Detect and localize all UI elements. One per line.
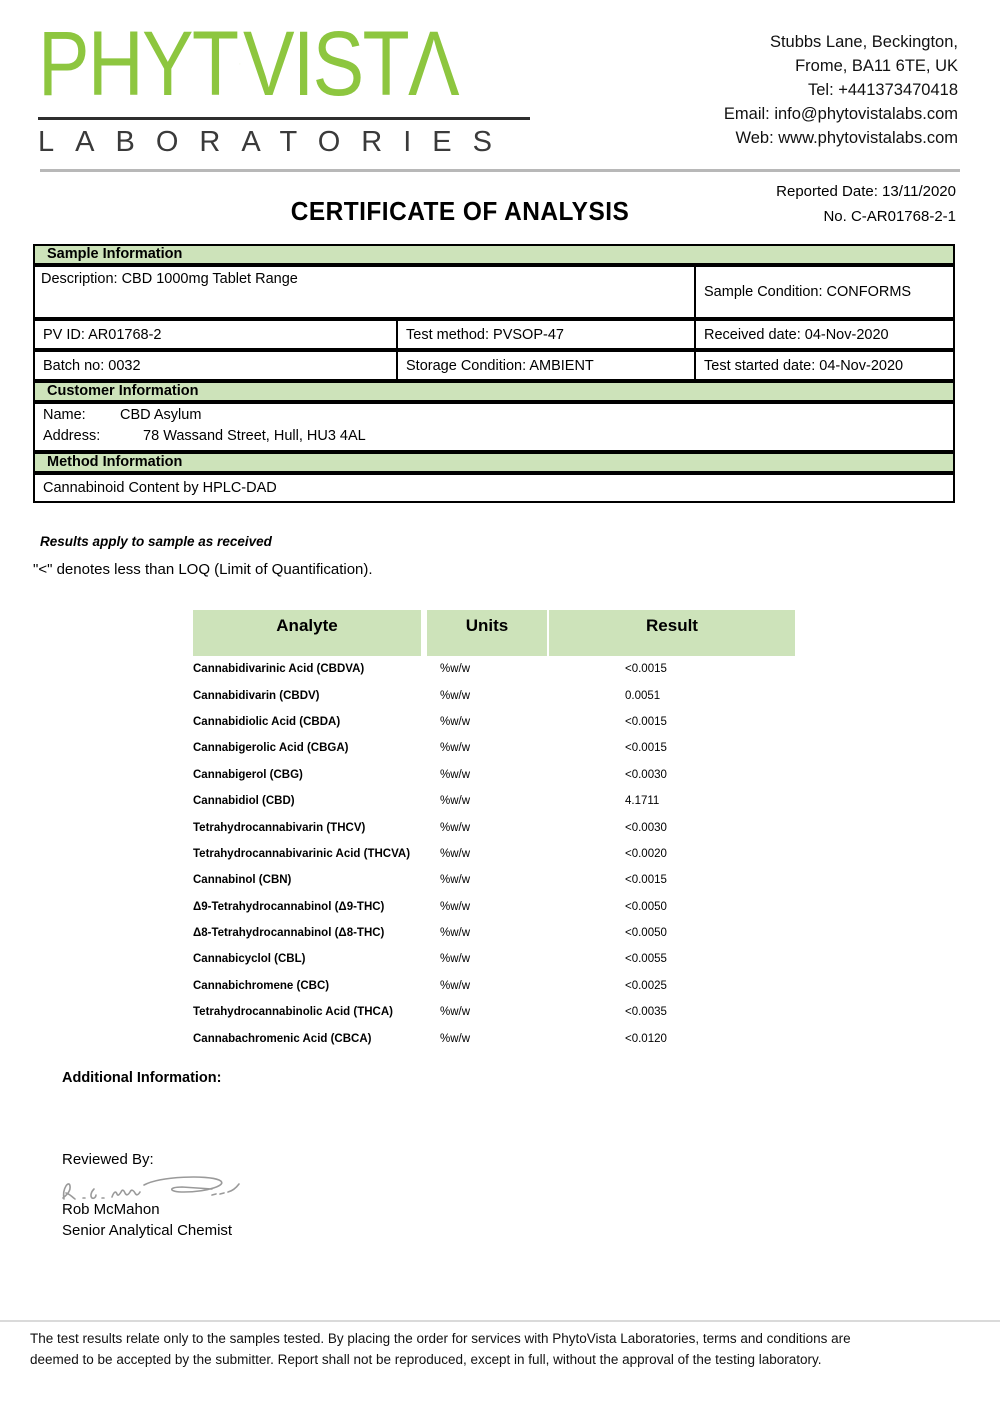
company-contact-block (724, 30, 958, 150)
table-row (193, 762, 795, 788)
customer-details (33, 402, 955, 452)
analyte-name: Cannabachromenic Acid (CBCA) (193, 1032, 372, 1045)
table-row (193, 735, 795, 761)
customer-name-label: Name: (43, 407, 86, 423)
analyte-name: Δ8-Tetrahydrocannabinol (Δ8-THC) (193, 927, 385, 940)
logo-text-part2: VIST (243, 12, 409, 115)
analyte-result: 0.0051 (625, 689, 661, 702)
reviewed-by-label: Reviewed By: (62, 1151, 154, 1168)
analyte-result: <0.0015 (625, 742, 667, 755)
table-row (193, 682, 795, 708)
logo-subtext: LABORATORIES (38, 126, 513, 158)
analyte-result: <0.0050 (625, 927, 667, 940)
analyte-units: %w/w (440, 821, 471, 834)
customer-name-value: CBD Asylum (120, 407, 202, 423)
analyte-name: Δ9-Tetrahydrocannabinol (Δ9-THC) (193, 900, 385, 913)
analyte-result: <0.0030 (625, 768, 667, 781)
sample-condition: Sample Condition: CONFORMS (704, 284, 912, 300)
report-number: No. C-AR01768-2-1 (823, 208, 956, 225)
table-row (193, 814, 795, 840)
reported-date: Reported Date: 13/11/2020 (776, 183, 956, 200)
customer-address-line (43, 428, 945, 444)
customer-information-header: Customer Information (33, 381, 955, 402)
footer-disclaimer (30, 1328, 910, 1370)
analyte-result: <0.0015 (625, 663, 667, 676)
table-row (193, 709, 795, 735)
reviewer-title: Senior Analytical Chemist (62, 1222, 233, 1239)
footer-line-2: deemed to be accepted by the submitter. Report shall not be reproduced, except in full, without the approval of the testing laboratory. (30, 1352, 822, 1367)
table-row (193, 788, 795, 814)
logo-wordmark (38, 12, 458, 115)
table-row (193, 867, 795, 893)
analyte-result: <0.0055 (625, 953, 667, 966)
analyte-units: %w/w (440, 795, 471, 808)
leaf-icon (240, 18, 241, 110)
analyte-units: %w/w (440, 900, 471, 913)
sample-description-row (33, 265, 955, 319)
logo-divider (38, 117, 530, 120)
analyte-result: <0.0015 (625, 715, 667, 728)
customer-address-label: Address: (43, 428, 101, 444)
header-divider (40, 169, 960, 172)
analyte-units: %w/w (440, 689, 471, 702)
address-line: Stubbs Lane, Beckington, (769, 33, 958, 51)
analyte-name: Cannabidiol (CBD) (193, 795, 295, 808)
table-row (193, 946, 795, 972)
analyte-units: %w/w (440, 847, 471, 860)
column-header-analyte: Analyte (193, 610, 421, 656)
results-note: Results apply to sample as received (40, 534, 272, 549)
analyte-result: <0.0020 (625, 847, 667, 860)
sample-description: Description: CBD 1000mg Tablet Range (35, 267, 696, 317)
analyte-units: %w/w (440, 979, 471, 992)
sample-row-1 (33, 319, 955, 350)
additional-information-label: Additional Information: (62, 1070, 222, 1086)
footer-line-1: The test results relate only to the samples tested. By placing the order for services with PhytoVista Laboratories, terms and conditions are (30, 1331, 851, 1346)
analyte-units: %w/w (440, 1006, 471, 1019)
analyte-name: Cannabidivarinic Acid (CBDVA) (193, 663, 365, 676)
web-line: Web: www.phytovistalabs.com (735, 129, 958, 147)
customer-address-value: 78 Wassand Street, Hull, HU3 4AL (143, 428, 366, 444)
table-row (193, 656, 795, 682)
analyte-name: Tetrahydrocannabivarin (THCV) (193, 821, 366, 834)
analyte-name: Cannabidiolic Acid (CBDA) (193, 715, 341, 728)
pv-id: PV ID: AR01768-2 (35, 321, 398, 348)
analyte-units: %w/w (440, 927, 471, 940)
document-title: CERTIFICATE OF ANALYSIS (290, 196, 630, 226)
analyte-name: Cannabichromene (CBC) (193, 979, 330, 992)
loq-note: "<" denotes less than LOQ (Limit of Quantification). (33, 561, 373, 578)
analyte-name: Cannabicyclol (CBL) (193, 953, 306, 966)
sample-information-header: Sample Information (33, 244, 955, 265)
analyte-name: Tetrahydrocannabivarinic Acid (THCVA) (193, 847, 411, 860)
analyte-units: %w/w (440, 953, 471, 966)
table-row (193, 1025, 795, 1051)
analyte-units: %w/w (440, 742, 471, 755)
results-table-header (193, 610, 795, 656)
table-row (193, 920, 795, 946)
sample-row-2 (33, 350, 955, 381)
batch-no: Batch no: 0032 (35, 352, 398, 379)
table-row (193, 841, 795, 867)
company-logo (38, 12, 538, 159)
footer-divider (0, 1320, 1000, 1322)
reviewer-name: Rob McMahon (62, 1201, 160, 1218)
analyte-name: Cannabigerol (CBG) (193, 768, 303, 781)
results-table (193, 610, 795, 1052)
email-line: Email: info@phytovistalabs.com (723, 105, 958, 123)
report-meta (776, 179, 956, 229)
logo-text-part3: Λ (408, 12, 458, 115)
analyte-units: %w/w (440, 663, 471, 676)
test-method: Test method: PVSOP-47 (398, 321, 696, 348)
column-header-result: Result (549, 610, 795, 656)
logo-text-part1: PHYT (38, 12, 238, 115)
address-line: Frome, BA11 6TE, UK (795, 57, 958, 75)
analyte-units: %w/w (440, 768, 471, 781)
analyte-result: <0.0015 (625, 874, 667, 887)
storage-condition: Storage Condition: AMBIENT (398, 352, 696, 379)
analyte-name: Cannabigerolic Acid (CBGA) (193, 742, 349, 755)
analyte-result: <0.0025 (625, 979, 667, 992)
analyte-result: <0.0120 (625, 1032, 667, 1045)
analyte-result: <0.0035 (625, 1006, 667, 1019)
received-date: Received date: 04-Nov-2020 (704, 326, 889, 343)
info-tables (33, 244, 955, 503)
phone-line: Tel: +441373470418 (807, 81, 958, 99)
analyte-name: Tetrahydrocannabinolic Acid (THCA) (193, 1006, 393, 1019)
analyte-name: Cannabidivarin (CBDV) (193, 689, 320, 702)
analyte-units: %w/w (440, 1032, 471, 1045)
analyte-result: <0.0050 (625, 900, 667, 913)
analyte-units: %w/w (440, 715, 471, 728)
method-description: Cannabinoid Content by HPLC-DAD (33, 473, 955, 503)
results-table-body (193, 656, 795, 1052)
table-row (193, 999, 795, 1025)
analyte-result: <0.0030 (625, 821, 667, 834)
analyte-result: 4.1711 (625, 795, 660, 808)
analyte-units: %w/w (440, 874, 471, 887)
column-header-units: Units (427, 610, 547, 656)
table-row (193, 894, 795, 920)
table-row (193, 973, 795, 999)
method-information-header: Method Information (33, 452, 955, 473)
customer-name-line (43, 407, 945, 423)
analyte-name: Cannabinol (CBN) (193, 874, 292, 887)
test-started-date: Test started date: 04-Nov-2020 (704, 357, 904, 374)
